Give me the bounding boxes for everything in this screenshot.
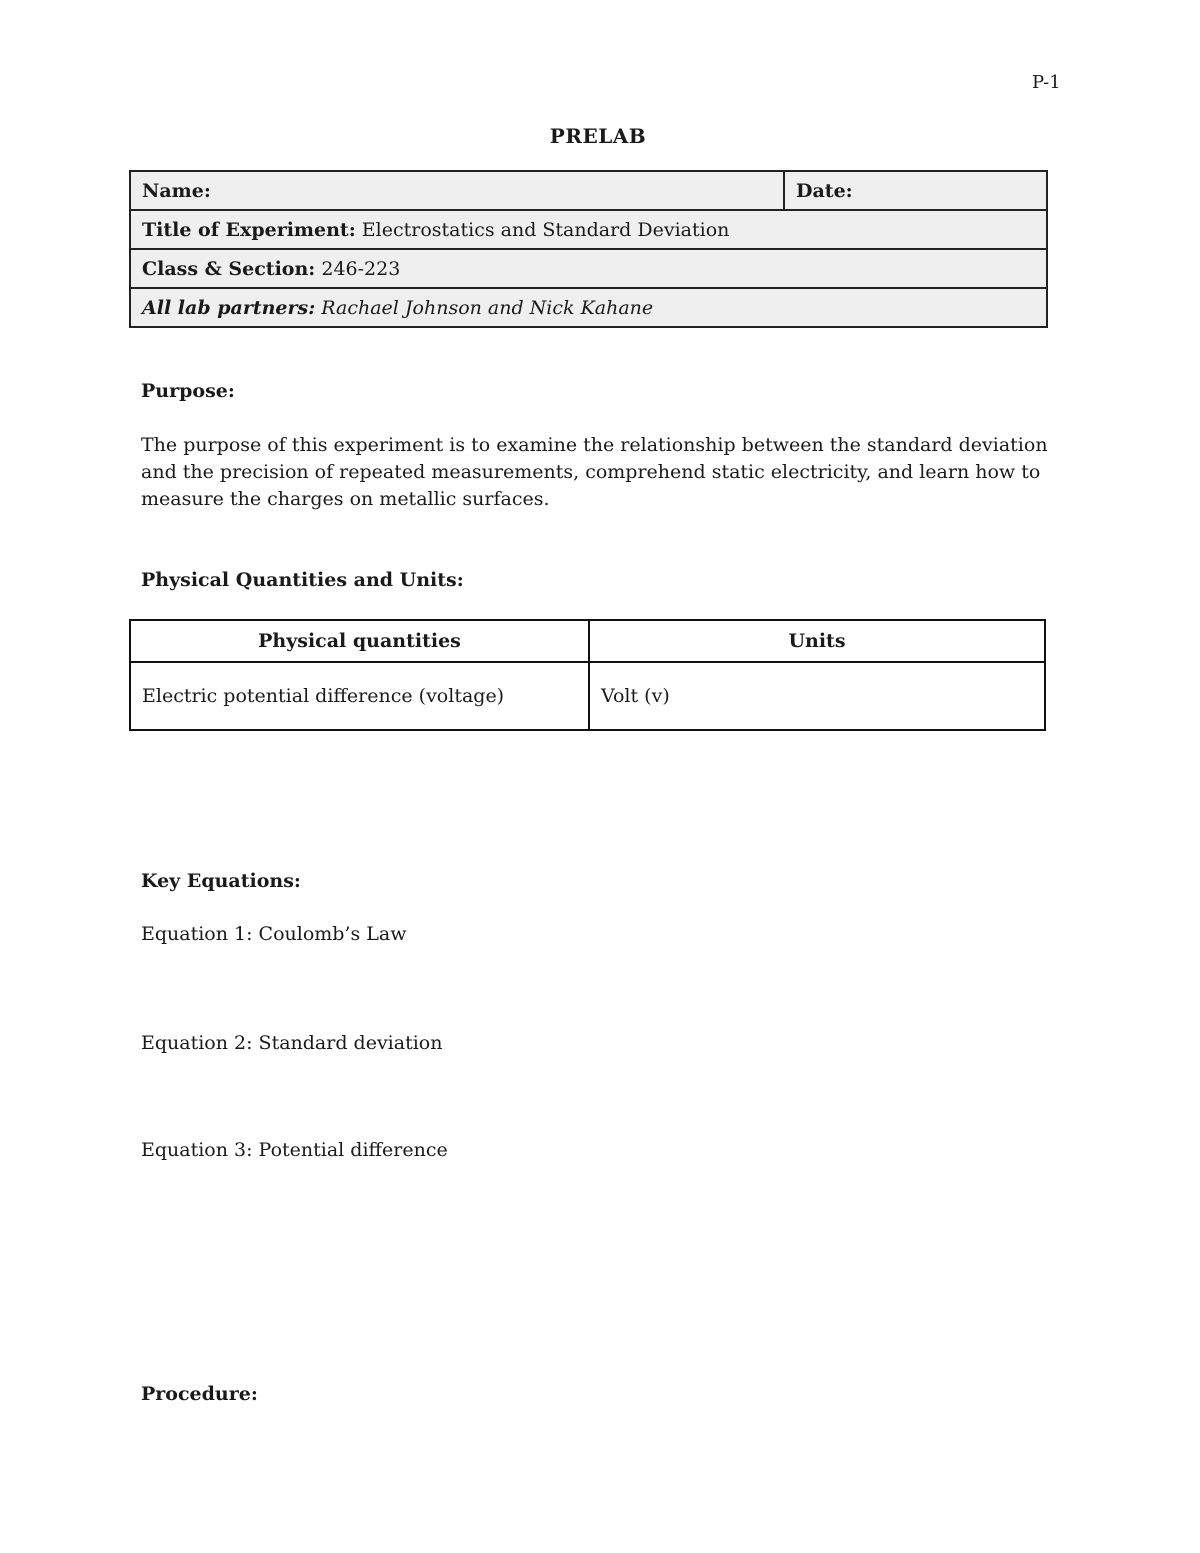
equations-heading: Key Equations: [141,870,301,892]
info-row-experiment [130,210,1047,249]
page-number: P-1 [1032,72,1061,93]
partners-cell[interactable] [130,288,1047,327]
partners-label: All lab partners: [142,296,316,319]
class-value: 246-223 [321,257,401,280]
equation-1: Equation 1: Coulomb’s Law [141,923,407,945]
partners-value: Rachael Johnson and Nick Kahane [321,296,654,319]
quantities-heading: Physical Quantities and Units: [141,569,464,591]
info-row-partners [130,288,1047,327]
date-cell[interactable] [784,171,1047,210]
experiment-label: Title of Experiment: [142,218,356,241]
name-label: Name: [142,179,211,202]
equation-2: Equation 2: Standard deviation [141,1032,443,1054]
unit-cell[interactable]: Volt (v) [589,662,1045,730]
info-row-class [130,249,1047,288]
units-column-header: Units [589,620,1045,662]
info-table [129,170,1048,328]
experiment-cell[interactable] [130,210,1047,249]
purpose-text: The purpose of this experiment is to examine the relationship between the standard deviation and the precision of repeated measurements, comprehend static electricity, and learn how to measure the charges on metallic surfaces. [141,434,1048,510]
purpose-heading: Purpose: [141,380,235,402]
class-cell[interactable] [130,249,1047,288]
name-cell[interactable] [130,171,784,210]
class-label: Class & Section: [142,257,316,280]
table-row [130,662,1045,730]
experiment-value: Electrostatics and Standard Deviation [361,218,730,241]
equation-3: Equation 3: Potential difference [141,1139,448,1161]
page-title: PRELAB [549,124,647,148]
quantity-column-header: Physical quantities [130,620,589,662]
quantities-table [129,619,1046,731]
quantity-cell[interactable]: Electric potential difference (voltage) [130,662,589,730]
date-label: Date: [796,179,853,202]
procedure-heading: Procedure: [141,1383,258,1405]
quantities-header-row [130,620,1045,662]
info-row-name-date [130,171,1047,210]
